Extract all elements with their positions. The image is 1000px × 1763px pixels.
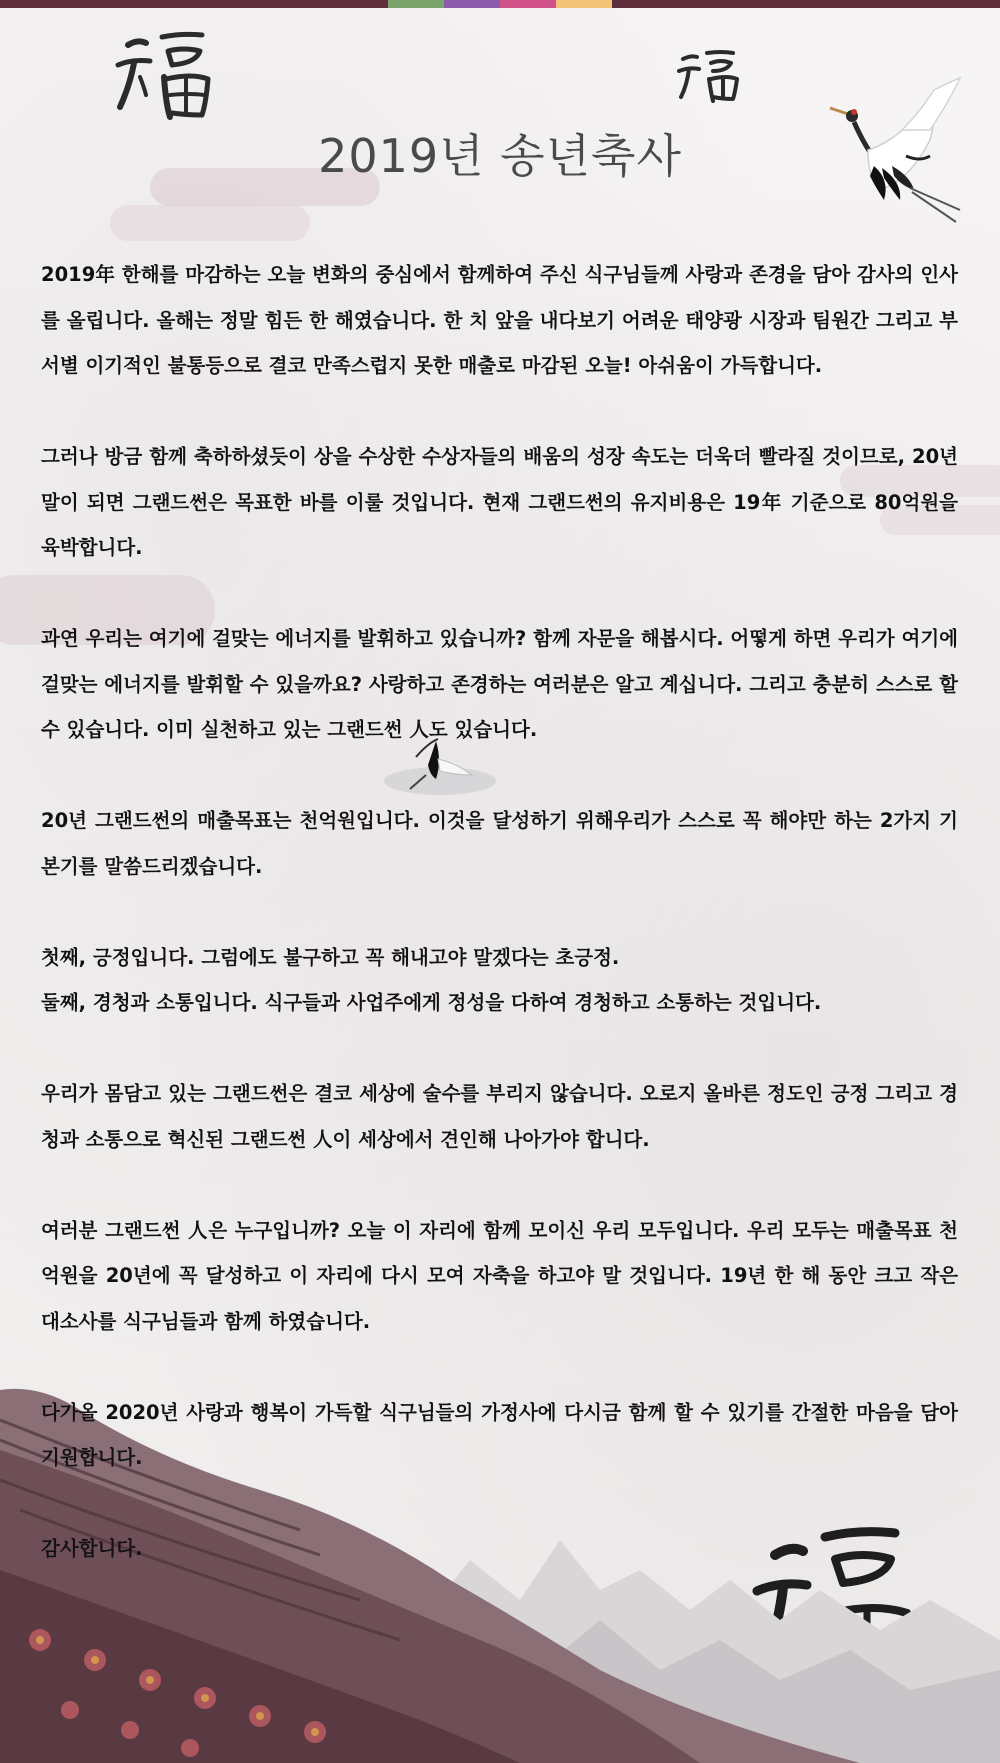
- paragraph: 그러나 방금 함께 축하하셨듯이 상을 수상한 수상자들의 배움의 성장 속도는 더욱더 빨라질 것이므로, 20년 말이 되면 그랜드썬은 목표한 바를 이룰 것입니다. 현재 그랜드썬의 유지비용은 19年 기준으로 80억원을 육박합니다.: [41, 445, 958, 559]
- ink-mist: [110, 205, 310, 241]
- paragraph: 둘째, 경청과 소통입니다. 식구들과 사업주에게 정성을 다하여 경청하고 소통하는 것입니다.: [41, 991, 822, 1014]
- paragraph: 과연 우리는 여기에 걸맞는 에너지를 발휘하고 있습니까? 함께 자문을 해봅시다. 어떻게 하면 우리가 여기에 걸맞는 에너지를 발휘할 수 있을까요? 사랑하고 존경하는 여러분은 알고 계십니다. 그리고 충분히 스스로 할 수 있습니다. 이미 실천하고 있는 그랜드썬 人도 있습니다.: [41, 627, 958, 741]
- paragraph: 20년 그랜드썬의 매출목표는 천억원입니다. 이것을 달성하기 위해우리가 스스로 꼭 해야만 하는 2가지 기본기를 말씀드리겠습니다.: [41, 809, 958, 878]
- closing: 감사합니다.: [41, 1537, 143, 1560]
- top-color-bar: [0, 0, 1000, 8]
- paragraph: 여러분 그랜드썬 人은 누구입니까? 오늘 이 자리에 함께 모이신 우리 모두입니다. 우리 모두는 매출목표 천억원을 20년에 꼭 달성하고 이 자리에 다시 모여 자축을 하고야 말 것입니다. 19년 한 해 동안 크고 작은 대소사를 식구님들과 함께 하였습니다.: [41, 1218, 958, 1333]
- letter-body: [41, 252, 958, 1617]
- calligraphy-fortune-icon: [675, 45, 745, 105]
- paragraph: 우리가 몸담고 있는 그랜드썬은 결코 세상에 술수를 부리지 않습니다. 오로지 올바른 정도인 긍정 그리고 경청과 소통으로 혁신된 그랜드썬 人이 세상에서 견인해 나아가야 합니다.: [41, 1082, 958, 1151]
- paragraph: 다가올 2020년 사랑과 행복이 가득할 식구님들의 가정사에 다시금 함께 할 수 있기를 간절한 마음을 담아 기원합니다.: [41, 1400, 958, 1469]
- calligraphy-fortune-icon: [110, 25, 225, 125]
- page-title: 2019년 송년축사: [318, 129, 682, 183]
- paragraph: 첫째, 긍정입니다. 그럼에도 불구하고 꼭 해내고야 말겠다는 초긍정.: [41, 945, 620, 969]
- paragraph: 2019年 한해를 마감하는 오늘 변화의 중심에서 함께하여 주신 식구님들께 사랑과 존경을 담아 감사의 인사를 올립니다. 올해는 정말 힘든 한 해였습니다. 한 치 앞을 내다보기 어려운 태양광 시장과 팀원간 그리고 부서별 이기적인 불통등으로 결코 만족스럽지 못한 매출로 마감된 오늘! 아쉬움이 가득합니다.: [41, 263, 958, 377]
